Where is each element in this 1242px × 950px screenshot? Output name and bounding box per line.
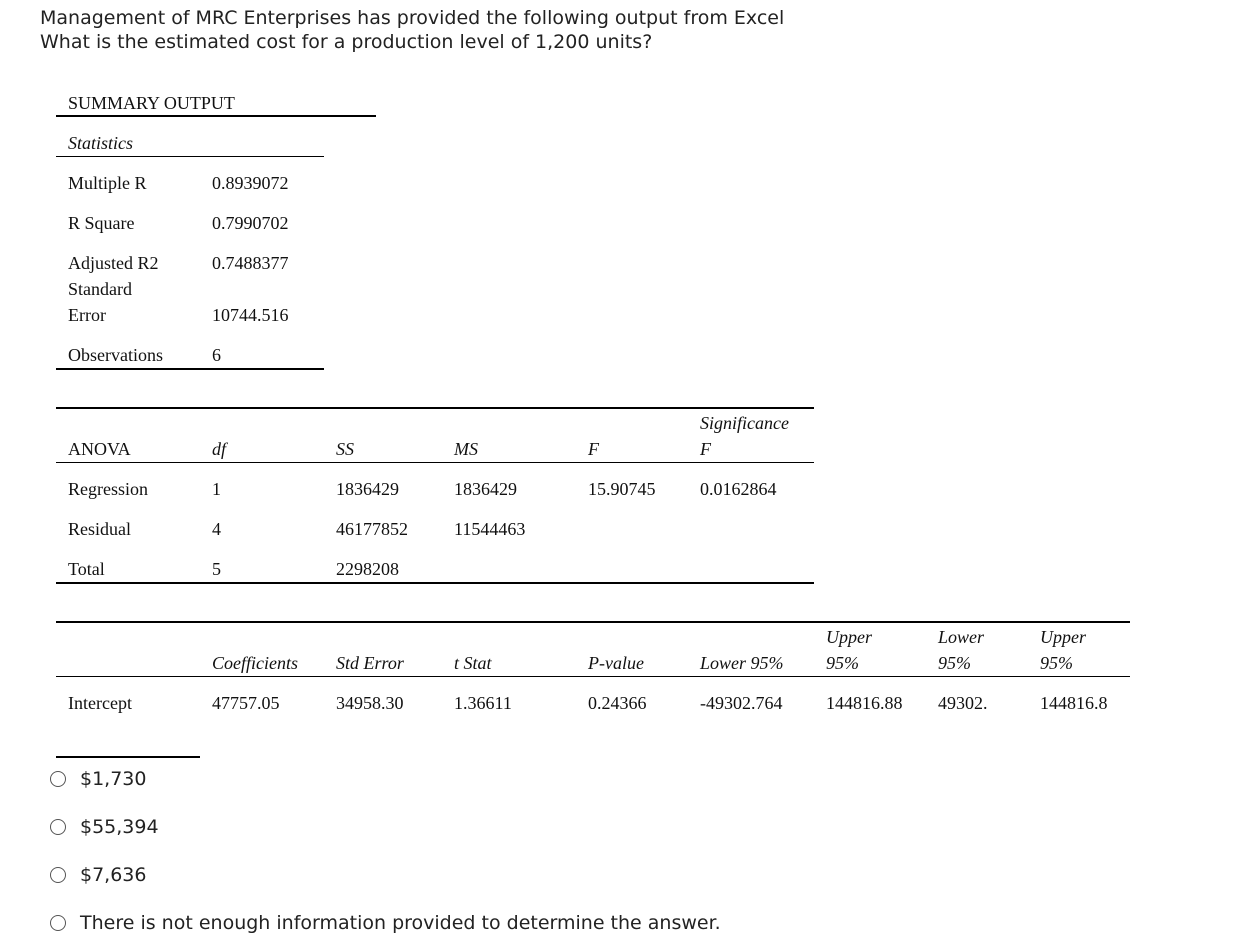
radio-button-icon[interactable] <box>50 867 66 883</box>
coef-header-upper95-line1: Upper <box>826 627 872 647</box>
summary-title: SUMMARY OUTPUT <box>68 93 235 113</box>
stat-value-r-square: 0.7990702 <box>212 213 289 233</box>
anova-header-ms: MS <box>454 439 478 459</box>
radio-button-icon[interactable] <box>50 771 66 787</box>
anova-row-regression-ms: 1836429 <box>454 479 517 499</box>
coef-header-upper95-line2: 95% <box>826 653 859 673</box>
coef-row-intercept-upper95b: 144816.8 <box>1040 693 1108 713</box>
radio-button-icon[interactable] <box>50 915 66 931</box>
anova-row-regression-f: 15.90745 <box>588 479 656 499</box>
stat-value-standard-error: 10744.516 <box>212 305 289 325</box>
coef-row-intercept-p-value: 0.24366 <box>588 693 647 713</box>
answer-option-4[interactable] <box>50 912 721 934</box>
anova-header-significance-line2: F <box>700 439 711 459</box>
answer-option-4-text: There is not enough information provided to determine the answer. <box>80 912 721 934</box>
coef-header-rule <box>56 676 1130 677</box>
coef-header-t-stat: t Stat <box>454 653 492 673</box>
answer-option-1[interactable] <box>50 768 146 790</box>
question-line-2: What is the estimated cost for a production level of 1,200 units? <box>40 31 653 53</box>
coef-bottom-rule <box>56 756 200 758</box>
stat-label-adjusted-r2: Adjusted R2 <box>68 253 159 273</box>
summary-title-rule <box>56 115 376 117</box>
anova-header-ss: SS <box>336 439 354 459</box>
anova-row-regression-label: Regression <box>68 479 148 499</box>
coef-row-intercept-lower95b: 49302. <box>938 693 988 713</box>
anova-row-residual-label: Residual <box>68 519 131 539</box>
anova-header-f: F <box>588 439 599 459</box>
statistics-rule <box>56 156 324 157</box>
anova-row-total-df: 5 <box>212 559 221 579</box>
anova-header-rule <box>56 462 814 463</box>
coef-row-intercept-t-stat: 1.36611 <box>454 693 512 713</box>
coef-row-intercept-upper95: 144816.88 <box>826 693 903 713</box>
coef-row-intercept-lower95: -49302.764 <box>700 693 783 713</box>
anova-row-regression-ss: 1836429 <box>336 479 399 499</box>
coef-header-lower95: Lower 95% <box>700 653 784 673</box>
statistics-bottom-rule <box>56 368 324 370</box>
anova-row-residual-ss: 46177852 <box>336 519 408 539</box>
stat-label-observations: Observations <box>68 345 163 365</box>
statistics-header: Statistics <box>68 133 134 153</box>
answer-option-1-text: $1,730 <box>80 768 147 790</box>
answer-option-2[interactable] <box>50 816 159 838</box>
radio-button-icon[interactable] <box>50 819 66 835</box>
answer-option-3[interactable] <box>50 864 146 886</box>
anova-header-label: ANOVA <box>68 439 131 459</box>
coef-row-intercept-std-error: 34958.30 <box>336 693 404 713</box>
coef-header-upper95b-line1: Upper <box>1040 627 1086 647</box>
anova-row-regression-df: 1 <box>212 479 221 499</box>
anova-header-significance-line1: Significance <box>700 413 789 433</box>
stat-label-r-square: R Square <box>68 213 135 233</box>
question-text <box>40 6 784 54</box>
anova-row-total-label: Total <box>68 559 105 579</box>
coef-header-std-error: Std Error <box>336 653 404 673</box>
stat-label-standard-error-line2: Error <box>68 305 106 325</box>
anova-bottom-rule <box>56 582 814 584</box>
coef-row-intercept-coefficients: 47757.05 <box>212 693 280 713</box>
coef-header-p-value: P-value <box>588 653 644 673</box>
coef-header-upper95b-line2: 95% <box>1040 653 1073 673</box>
stat-value-adjusted-r2: 0.7488377 <box>212 253 289 273</box>
coef-header-coefficients: Coefficients <box>212 653 298 673</box>
anova-row-residual-df: 4 <box>212 519 221 539</box>
coef-header-lower95b-line2: 95% <box>938 653 971 673</box>
anova-header-df: df <box>212 439 227 459</box>
stat-label-multiple-r: Multiple R <box>68 173 147 193</box>
stat-value-observations: 6 <box>212 345 221 365</box>
question-line-1: Management of MRC Enterprises has provided the following output from Excel <box>40 7 785 29</box>
anova-row-total-ss: 2298208 <box>336 559 399 579</box>
anova-top-rule <box>56 407 814 409</box>
stat-label-standard-error-line1: Standard <box>68 279 132 299</box>
answer-option-2-text: $55,394 <box>80 816 159 838</box>
coef-top-rule <box>56 621 1130 623</box>
coef-header-lower95b-line1: Lower <box>938 627 985 647</box>
answer-option-3-text: $7,636 <box>80 864 147 886</box>
anova-row-regression-significance: 0.0162864 <box>700 479 777 499</box>
stat-value-multiple-r: 0.8939072 <box>212 173 289 193</box>
anova-row-residual-ms: 11544463 <box>454 519 526 539</box>
coef-row-intercept-label: Intercept <box>68 693 132 713</box>
